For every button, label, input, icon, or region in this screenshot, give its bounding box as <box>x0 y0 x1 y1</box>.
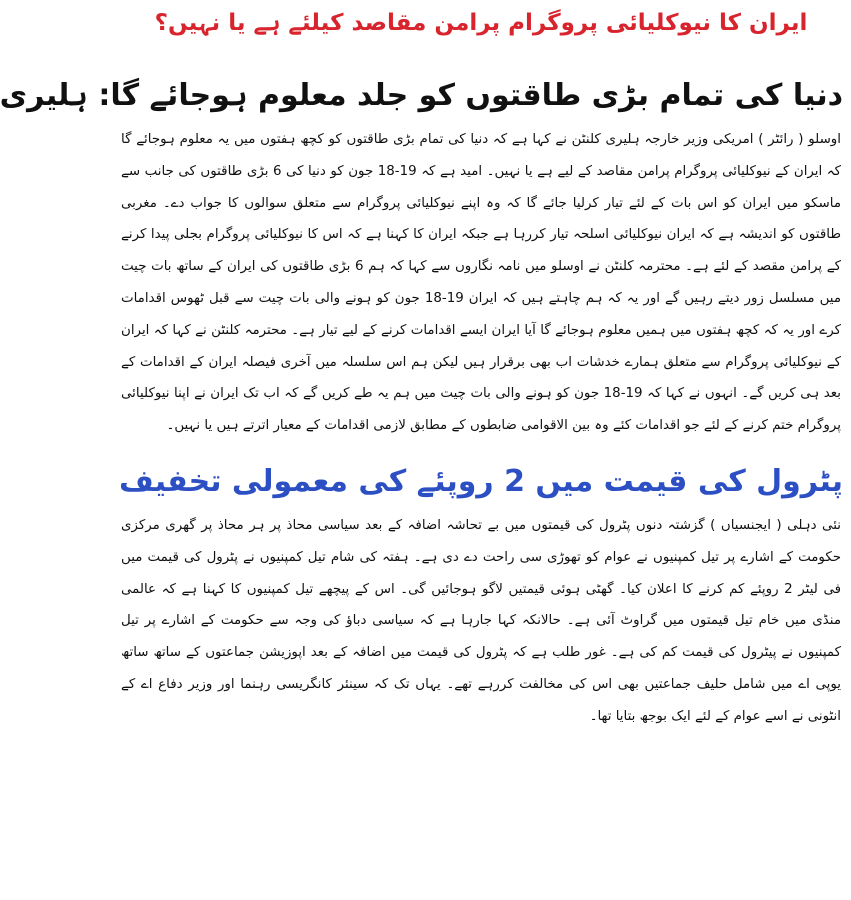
kicker-headline: ایران کا نیوکلیائی پروگرام پرامن مقاصد کیلئے ہے یا نہیں؟ <box>154 10 808 36</box>
article-1-body: اوسلو ( رائٹر ) امریکی وزیر خارجہ ہلیری کلنٹن نے کہا ہے کہ دنیا کی تمام بڑی طاقتوں کو کچھ ہفتوں میں یہ معلوم ہوجائے گا کہ ایران کے نیوکلیائی پروگرام پرامن مقاصد کے لیے ہے یا نہیں۔ امید ہے کہ 19-18 جون کو دنیا کی 6 بڑی طاقتوں کی جانب سے ماسکو میں ایران کو اس بات کے لئے تیار کرلیا جائے گا کہ وہ اپنے نیوکلیائی پروگرام سے متعلق سوالوں کا جواب دے۔ مغربی طاقتوں کو اندیشہ ہے کہ ایران نیوکلیائی اسلحہ تیار کررہا ہے جبکہ ایران کا کہنا ہے کہ اس کا نیوکلیائی پروگرام بجلی پیدا کرنے کے پرامن مقصد کے لئے ہے۔ محترمہ کلنٹن نے اوسلو میں نامہ نگاروں سے کہا کہ ہم 6 بڑی طاقتوں کی ایران کے ساتھ بات چیت میں مسلسل زور دیتے رہیں گے اور یہ کہ ہم چاہتے ہیں کہ ایران 19-18 جون کو ہونے والی بات چیت سے قبل ٹھوس اقدامات کرے اور یہ کہ کچھ ہفتوں میں ہمیں معلوم ہوجائے گا آیا ایران ایسے اقدامات کرنے کے لیے تیار ہے۔ محترمہ کلنٹن نے کہا کہ ایران کے نیوکلیائی پروگرام سے متعلق ہمارے خدشات اب بھی برقرار ہیں لیکن ہم اس سلسلہ میں آخری فیصلہ ایران کے اقدامات کے بعد ہی کریں گے۔ انہوں نے کہا کہ 19-18 جون کو ہونے والی بات چیت میں ہم یہ طے کریں گے کہ اب تک ایران نے اپنا نیوکلیائی پروگرام ختم کرنے کے لئے جو اقدامات کئے وہ بین الاقوامی ضابطوں کے مطابق لازمی اقدامات کے معیار اترتے ہیں یا نہیں۔ <box>121 132 842 434</box>
article-2-body: نئی دہلی ( ایجنسیاں ) گزشتہ دنوں پٹرول کی قیمتوں میں بے تحاشہ اضافہ کے بعد سیاسی محاذ پر ہر محاذ پر گھری مرکزی حکومت کے اشارے پر تیل کمپنیوں نے عوام کو تھوڑی سی راحت دے دی ہے۔ ہفتہ کی شام تیل کمپنیوں نے پٹرول کی قیمت میں فی لیٹر 2 روپئے کم کرنے کا اعلان کیا۔ گھٹی ہوئی قیمتیں لاگو ہوجائیں گی۔ اس کے پیچھے تیل کمپنیوں کا کہنا ہے کہ عالمی منڈی میں خام تیل قیمتوں میں گراوٹ آئی ہے۔ حالانکہ کہا جارہا ہے کہ سیاسی دباؤ کی وجہ سے حکومت کے اشارے پر تیل کمپنیوں نے پیٹرول کی قیمت کم کی ہے۔ غور طلب ہے کہ پٹرول کی قیمت میں اضافہ کے بعد اپوزیشن جماعتوں کے ساتھ ساتھ یوپی اے میں شامل حلیف جماعتیں بھی اس کی مخالفت کررہے تھے۔ یہاں تک کہ سینئر کانگریسی رہنما اور وزیر دفاع اے کے انٹونی نے اسے عوام کے لئے ایک بوجھ بتایا تھا۔ <box>121 517 841 724</box>
article-2-headline: پٹرول کی قیمت میں 2 روپئے کی معمولی تخفیف <box>119 463 843 499</box>
article-1-headline: دنیا کی تمام بڑی طاقتوں کو جلد معلوم ہوجائے گا: ہلیری <box>0 78 843 113</box>
